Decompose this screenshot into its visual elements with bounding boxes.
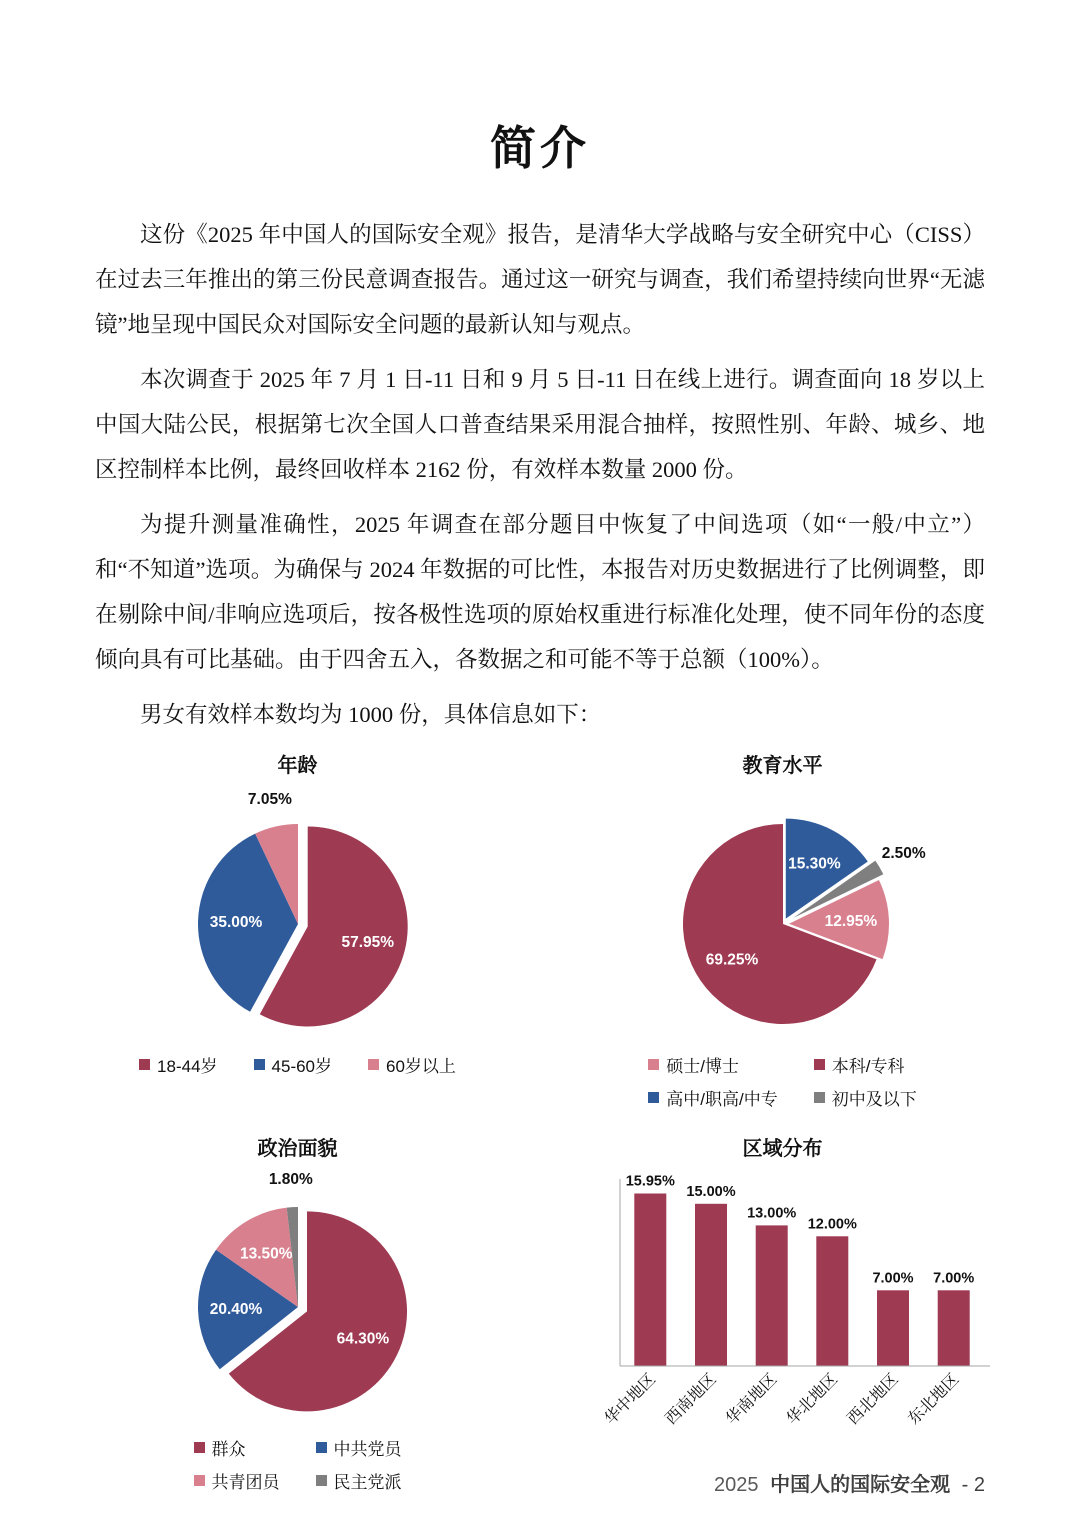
legend-item	[254, 1052, 332, 1077]
paragraph-4: 男女有效样本数均为 1000 份，具体信息如下：	[140, 702, 602, 727]
chart-title-political-status: 政治面貌	[257, 1138, 338, 1160]
pie-data-label: 2.50%	[881, 845, 926, 863]
chart-legend-education	[648, 1052, 916, 1110]
legend-label: 45-60岁	[271, 1057, 333, 1076]
chart-age	[55, 749, 540, 1110]
chart-title-age: 年龄	[277, 755, 318, 777]
legend-label: 60岁以上	[386, 1057, 456, 1076]
bar-category-label: 西南地区	[662, 1370, 720, 1429]
bar-value-label: 15.95%	[625, 1173, 675, 1190]
bar-value-label: 15.00%	[685, 1183, 736, 1200]
paragraph-3: 为提升测量准确性，2025 年调查在部分题目中恢复了中间选项（如“一般/中立”）和“不知道”选项。为确保与 2024 年数据的可比性，本报告对历史数据进行了比例调整，即在剔除中间/非响应选项后，按各极性选项的原始权重进行标准化处理，使不同年份的态度倾向具有可比基础。由于四舍五入，各数据之和可能不等于总额（100%）。	[95, 512, 985, 672]
pie-data-label: 35.00%	[209, 914, 262, 932]
legend-label: 共青团员	[211, 1473, 280, 1492]
footer-page-number: - 2	[961, 1474, 985, 1496]
chart-education	[540, 749, 1025, 1110]
legend-swatch-icon	[194, 1442, 205, 1453]
legend-item	[316, 1468, 402, 1493]
pie-data-label: 13.50%	[239, 1245, 293, 1263]
legend-swatch-icon	[254, 1059, 265, 1070]
legend-item	[648, 1085, 777, 1110]
charts-grid	[0, 749, 1080, 1493]
chart-legend-political-status	[194, 1435, 402, 1493]
legend-item	[814, 1052, 905, 1077]
page-footer	[714, 1468, 985, 1497]
legend-label: 本科/专科	[831, 1057, 905, 1076]
chart-title-education: 教育水平	[742, 755, 823, 777]
bar	[695, 1204, 727, 1366]
pie-chart-education	[623, 778, 943, 1050]
legend-swatch-icon	[368, 1059, 379, 1070]
chart-political-status	[55, 1132, 540, 1493]
legend-swatch-icon	[139, 1059, 150, 1070]
legend-label: 民主党派	[333, 1473, 402, 1492]
pie-svg	[138, 1161, 458, 1433]
bar-category-label: 东北地区	[904, 1370, 963, 1429]
bar-value-label: 13.00%	[746, 1205, 796, 1222]
chart-legend-age	[139, 1052, 456, 1077]
footer-report-title: 中国人的国际安全观	[770, 1474, 951, 1496]
bar-chart-region	[568, 1161, 998, 1461]
legend-swatch-icon	[316, 1475, 327, 1486]
legend-item	[194, 1468, 280, 1493]
pie-data-label: 20.40%	[209, 1300, 262, 1318]
bar-value-label: 7.00%	[932, 1270, 974, 1287]
legend-item	[316, 1435, 402, 1460]
bar	[877, 1290, 909, 1366]
bar	[634, 1194, 666, 1367]
chart-title-region: 区域分布	[742, 1138, 823, 1160]
pie-data-label: 7.05%	[247, 791, 292, 809]
pie-chart-political-status	[138, 1161, 458, 1433]
legend-swatch-icon	[814, 1059, 825, 1070]
bar	[937, 1290, 969, 1366]
bar-category-label: 华北地区	[783, 1370, 841, 1429]
bar-value-label: 7.00%	[871, 1270, 914, 1287]
legend-item	[368, 1052, 456, 1077]
legend-swatch-icon	[648, 1059, 659, 1070]
legend-label: 初中及以下	[831, 1090, 917, 1109]
bar	[755, 1225, 787, 1366]
footer-year: 2025	[714, 1474, 759, 1496]
pie-data-label: 12.95%	[824, 912, 877, 930]
pie-data-label: 1.80%	[268, 1171, 313, 1189]
legend-item	[194, 1435, 246, 1460]
bar-value-label: 12.00%	[807, 1216, 857, 1233]
legend-label: 高中/职高/中专	[666, 1090, 778, 1109]
bar-category-label: 华中地区	[601, 1370, 659, 1429]
legend-swatch-icon	[814, 1092, 825, 1103]
legend-item	[648, 1052, 739, 1077]
page-title: 简介	[490, 122, 590, 174]
legend-label: 中共党员	[333, 1440, 402, 1459]
pie-data-label: 64.30%	[336, 1330, 389, 1348]
paragraph-1: 这份《2025 年中国人的国际安全观》报告，是清华大学战略与安全研究中心（CISS）在过去三年推出的第三份民意调查报告。通过这一研究与调查，我们希望持续向世界“无滤镜”地呈现中国民众对国际安全问题的最新认知与观点。	[95, 222, 985, 337]
legend-label: 18-44岁	[157, 1057, 218, 1076]
legend-label: 硕士/博士	[666, 1057, 739, 1076]
legend-swatch-icon	[194, 1475, 205, 1486]
legend-swatch-icon	[316, 1442, 327, 1453]
intro-text	[0, 212, 1080, 737]
bar-svg	[568, 1161, 998, 1461]
pie-svg	[623, 778, 943, 1050]
bar	[816, 1236, 848, 1366]
bar-category-label: 西北地区	[844, 1370, 902, 1429]
chart-region	[540, 1132, 1025, 1493]
legend-swatch-icon	[648, 1092, 659, 1103]
legend-item	[814, 1085, 917, 1110]
legend-item	[139, 1052, 217, 1077]
bar-category-label: 华南地区	[722, 1370, 781, 1429]
pie-svg	[138, 778, 458, 1050]
legend-label: 群众	[211, 1440, 246, 1459]
pie-data-label: 15.30%	[787, 855, 841, 873]
pie-chart-age	[138, 778, 458, 1050]
pie-data-label: 69.25%	[705, 951, 758, 969]
paragraph-2: 本次调查于 2025 年 7 月 1 日-11 日和 9 月 5 日-11 日在线上进行。调查面向 18 岁以上中国大陆公民，根据第七次全国人口普查结果采用混合抽样，按照性别、年龄、城乡、地区控制样本比例，最终回收样本 2162 份，有效样本数量 2000 份。	[95, 367, 985, 482]
pie-data-label: 57.95%	[341, 933, 394, 951]
